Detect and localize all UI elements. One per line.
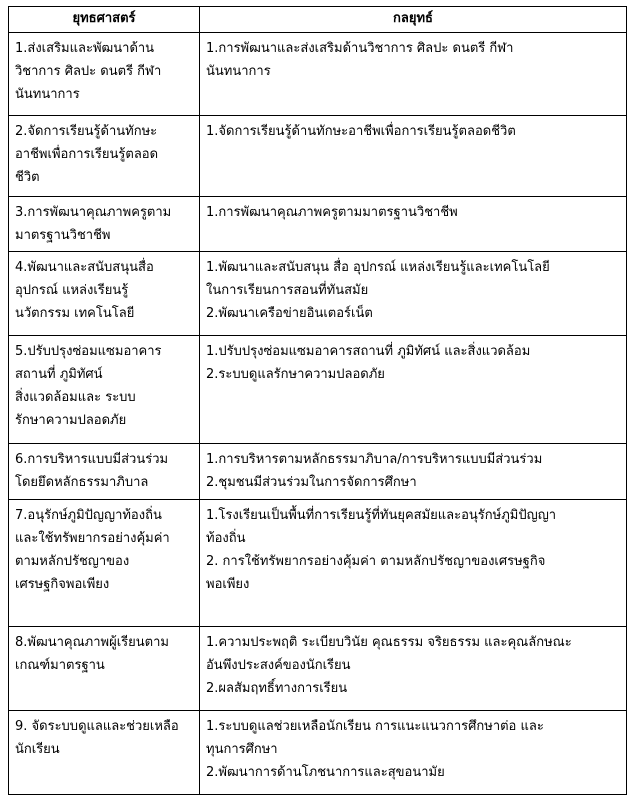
strategy-line: เศรษฐกิจพอเพียง [15,577,110,592]
strategy-cell [9,252,200,336]
strategy-cell [9,627,200,711]
strategy-line: อาชีพเพื่อการเรียนรู้ตลอด [15,147,159,162]
tactic-line: 2. การใช้ทรัพยากรอย่างคุ้มค่า ตามหลักปรัชญาของเศรษฐกิจ [206,554,546,569]
tactics-cell [200,444,627,500]
tactics-cell [200,500,627,627]
tactics-cell [200,197,627,252]
strategy-cell [9,711,200,795]
header-strategy: ยุทธศาสตร์ [9,7,200,33]
strategy-line: โดยยึดหลักธรรมาภิบาล [15,475,149,490]
table-row [9,336,627,444]
strategy-line: และใช้ทรัพยากรอย่างคุ้มค่า [15,531,170,546]
tactic-line: ท้องถิ่น [206,531,246,546]
table-row [9,33,627,116]
tactic-line: 2.ชุมชนมีส่วนร่วมในการจัดการศึกษา [206,475,417,490]
strategy-line: 4.พัฒนาและสนับสนุนสื่อ [15,260,154,275]
strategy-line: ชีวิต [15,170,40,185]
tactic-line: นันทนาการ [206,64,271,79]
strategy-cell [9,500,200,627]
strategy-line: มาตรฐานวิชาชีพ [15,228,111,243]
strategy-line: อุปกรณ์ แหล่งเรียนรู้ [15,283,129,298]
tactics-cell [200,336,627,444]
tactic-line: 1.โรงเรียนเป็นพื้นที่การเรียนรู้ที่ทันยุคสมัยและอนุรักษ์ภูมิปัญญา [206,508,557,523]
strategy-line: 7.อนุรักษ์ภูมิปัญญาท้องถิ่น [15,508,162,523]
tactic-line: 2.พัฒนาการด้านโภชนาการและสุขอนามัย [206,765,445,780]
strategy-table [8,6,627,795]
strategy-cell [9,197,200,252]
tactic-line: พอเพียง [206,577,250,592]
strategy-line: เกณฑ์มาตรฐาน [15,658,105,673]
header-tactics: กลยุทธ์ [200,7,627,33]
strategy-cell [9,336,200,444]
strategy-line: 8.พัฒนาคุณภาพผู้เรียนตาม [15,635,169,650]
strategy-line: สิ่งแวดล้อมและ ระบบ [15,390,136,405]
strategy-line: นักเรียน [15,742,60,757]
tactic-line: 1.การพัฒนาและส่งเสริมด้านวิชาการ ศิลปะ ดนตรี กีฬา [206,41,514,56]
strategy-line: ตามหลักปรัชญาของ [15,554,130,569]
strategy-line: นันทนาการ [15,87,80,102]
tactics-cell [200,252,627,336]
tactic-line: 2.พัฒนาเครือข่ายอินเตอร์เน็ต [206,306,373,321]
tactic-line: 1.การบริหารตามหลักธรรมาภิบาล/การบริหารแบบมีส่วนร่วม [206,452,543,467]
strategy-line: นวัตกรรม เทคโนโลยี [15,306,135,321]
strategy-line: วิชาการ ศิลปะ ดนตรี กีฬา [15,64,162,79]
tactic-line: 1.ระบบดูแลช่วยเหลือนักเรียน การแนะแนวการศึกษาต่อ และ [206,719,544,734]
strategy-cell [9,116,200,197]
tactic-line: ทุนการศึกษา [206,742,278,757]
header-row [9,7,627,33]
strategy-cell [9,33,200,116]
tactic-line: 1.จัดการเรียนรู้ด้านทักษะอาชีพเพื่อการเรียนรู้ตลอดชีวิต [206,124,516,139]
tactic-line: 1.พัฒนาและสนับสนุน สื่อ อุปกรณ์ แหล่งเรียนรู้และเทคโนโลยี [206,260,550,275]
strategy-line: 9. จัดระบบดูแลและช่วยเหลือ [15,719,179,734]
table-row [9,500,627,627]
table-row [9,711,627,795]
tactics-cell [200,116,627,197]
strategy-cell [9,444,200,500]
tactics-cell [200,33,627,116]
strategy-line: รักษาความปลอดภัย [15,413,127,428]
tactic-line: 2.ผลสัมฤทธิ์ทางการเรียน [206,681,348,696]
strategy-line: 1.ส่งเสริมและพัฒนาด้าน [15,41,155,56]
tactic-line: ในการเรียนการสอนที่ทันสมัย [206,283,369,298]
tactic-line: 1.การพัฒนาคุณภาพครูตามมาตรฐานวิชาชีพ [206,205,458,220]
table-row [9,116,627,197]
tactics-cell [200,627,627,711]
tactic-line: อันพึงประสงค์ของนักเรียน [206,658,351,673]
table-row [9,252,627,336]
strategy-line: 5.ปรับปรุงซ่อมแซมอาคาร [15,344,162,359]
tactic-line: 2.ระบบดูแลรักษาความปลอดภัย [206,367,385,382]
strategy-line: 6.การบริหารแบบมีส่วนร่วม [15,452,169,467]
strategy-line: สถานที่ ภูมิทัศน์ [15,367,103,382]
tactic-line: 1.ปรับปรุงซ่อมแซมอาคารสถานที่ ภูมิทัศน์ และสิ่งแวดล้อม [206,344,531,359]
tactics-cell [200,711,627,795]
table-row [9,627,627,711]
strategy-line: 2.จัดการเรียนรู้ด้านทักษะ [15,124,158,139]
strategy-line: 3.การพัฒนาคุณภาพครูตาม [15,205,172,220]
tactic-line: 1.ความประพฤติ ระเบียบวินัย คุณธรรม จริยธรรม และคุณลักษณะ [206,635,572,650]
table-row [9,197,627,252]
table-row [9,444,627,500]
